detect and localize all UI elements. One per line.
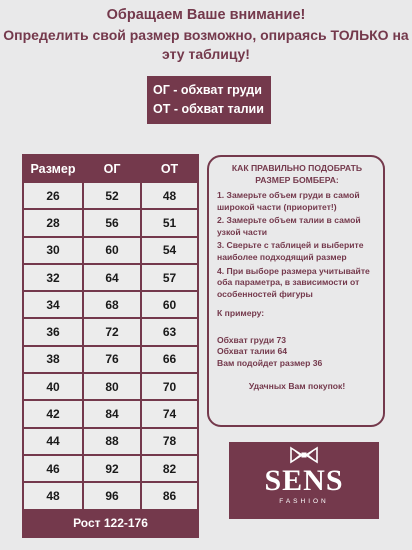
- cell-ot: 51: [141, 209, 198, 236]
- cell-og: 76: [83, 346, 141, 373]
- cell-og: 60: [83, 237, 141, 264]
- table-row: [23, 182, 198, 209]
- table-row: [23, 373, 198, 400]
- sizing-instructions-box: [207, 155, 385, 427]
- legend-og: ОГ - обхват груди: [153, 83, 262, 97]
- brand-name: SENS: [264, 464, 344, 497]
- cell-size: 44: [23, 428, 83, 455]
- notice-header: [0, 6, 412, 64]
- cell-og: 68: [83, 291, 141, 318]
- table-row: [23, 209, 198, 236]
- instruction-step: 3. Сверьте с таблицей и выберите наиболее подходящий размер: [217, 240, 364, 262]
- example-title: К примеру:: [217, 308, 265, 319]
- notice-text-line2: эту таблицу!: [162, 46, 250, 62]
- brand-logo: [229, 442, 379, 519]
- cell-size: 46: [23, 455, 83, 482]
- instruction-step: 4. При выборе размера учитывайте оба параметра, в зависимости от особенностей фигуры: [217, 265, 370, 299]
- cell-og: 96: [83, 482, 141, 509]
- cell-og: 84: [83, 400, 141, 427]
- cell-size: 28: [23, 209, 83, 236]
- cell-size: 34: [23, 291, 83, 318]
- legend-ot: ОТ - обхват талии: [153, 102, 264, 116]
- cell-ot: 57: [141, 264, 198, 291]
- cell-ot: 60: [141, 291, 198, 318]
- table-row: [23, 291, 198, 318]
- notice-title: Обращаем Ваше внимание!: [106, 7, 306, 23]
- example-line: Обхват груди 73: [217, 334, 287, 345]
- cell-ot: 63: [141, 318, 198, 345]
- cell-size: 40: [23, 373, 83, 400]
- cell-size: 42: [23, 400, 83, 427]
- cell-size: 36: [23, 318, 83, 345]
- cell-ot: 78: [141, 428, 198, 455]
- table-row: [23, 400, 198, 427]
- table-row: [23, 455, 198, 482]
- size-chart-table: [22, 154, 199, 538]
- table-row: [23, 346, 198, 373]
- table-row: [23, 482, 198, 509]
- cell-ot: 70: [141, 373, 198, 400]
- cell-og: 64: [83, 264, 141, 291]
- example-line: Обхват талии 64: [217, 346, 288, 357]
- cell-ot: 48: [141, 182, 198, 209]
- cell-ot: 66: [141, 346, 198, 373]
- table-header-row: [23, 155, 198, 182]
- abbreviation-legend: [147, 76, 271, 124]
- cell-size: 48: [23, 482, 83, 509]
- table-row: [23, 264, 198, 291]
- cell-size: 38: [23, 346, 83, 373]
- cell-size: 32: [23, 264, 83, 291]
- cell-og: 88: [83, 428, 141, 455]
- table-row: [23, 237, 198, 264]
- instructions-title: КАК ПРАВИЛЬНО ПОДОБРАТЬ РАЗМЕР БОМБЕРА:: [231, 163, 363, 185]
- table-row: [23, 428, 198, 455]
- cell-ot: 82: [141, 455, 198, 482]
- bowtie-icon: [287, 446, 321, 466]
- notice-text-line1: Определить свой размер возможно, опираясь ТОЛЬКО на: [3, 27, 409, 43]
- cell-og: 72: [83, 318, 141, 345]
- cell-og: 56: [83, 209, 141, 236]
- cell-ot: 74: [141, 400, 198, 427]
- table-footer-row: [23, 510, 198, 537]
- example-line: Вам подойдет размер 36: [217, 357, 323, 368]
- cell-size: 26: [23, 182, 83, 209]
- header-og: ОГ: [83, 155, 141, 182]
- cell-og: 52: [83, 182, 141, 209]
- header-ot: ОТ: [141, 155, 198, 182]
- cell-og: 92: [83, 455, 141, 482]
- good-shopping-wish: Удачных Вам покупок!: [248, 381, 346, 392]
- cell-og: 80: [83, 373, 141, 400]
- cell-ot: 86: [141, 482, 198, 509]
- brand-subtitle: FASHION: [279, 498, 329, 505]
- table-row: [23, 318, 198, 345]
- height-range: Рост 122-176: [23, 510, 198, 537]
- header-size: Размер: [23, 155, 83, 182]
- instruction-step: 1. Замерьте объем груди в самой широкой части (приоритет!): [217, 190, 360, 212]
- instruction-step: 2. Замерьте объем талии в самой узкой части: [217, 215, 361, 237]
- cell-size: 30: [23, 237, 83, 264]
- cell-ot: 54: [141, 237, 198, 264]
